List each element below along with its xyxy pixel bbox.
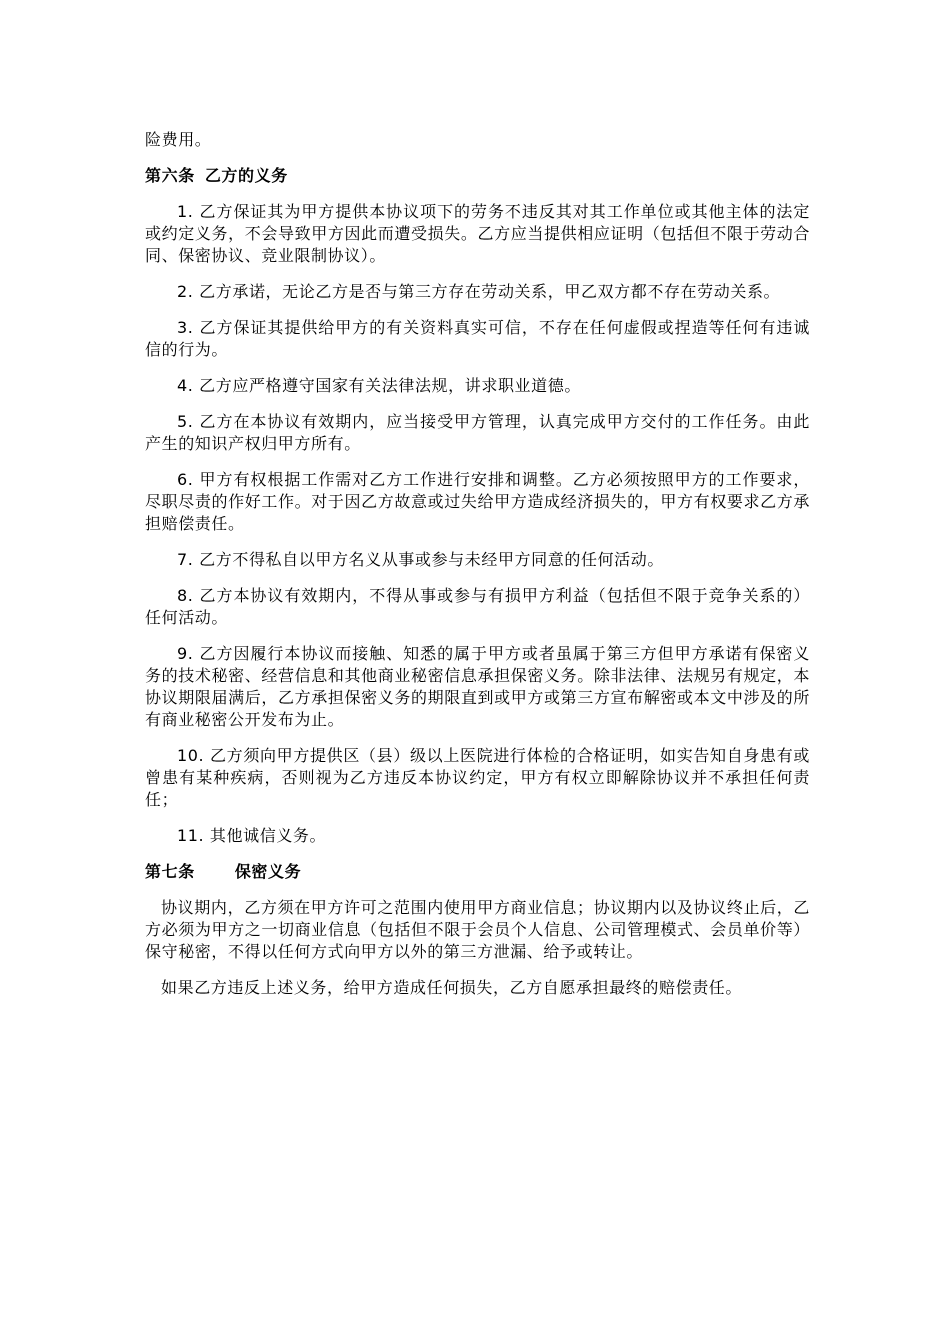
article-6-item-10: 10. 乙方须向甲方提供区（县）级以上医院进行体检的合格证明，如实告知自身患有或曾患有某种疾病，否则视为乙方违反本协议约定，甲方有权立即解除协议并不承担任何责任； — [145, 746, 810, 809]
article-7-paragraph-2: 如果乙方违反上述义务，给甲方造成任何损失，乙方自愿承担最终的赔偿责任。 — [161, 978, 743, 997]
article-6-item-1: 1. 乙方保证其为甲方提供本协议项下的劳务不违反其对其工作单位或其他主体的法定或约定义务，不会导致甲方因此而遭受损失。乙方应当提供相应证明（包括但不限于劳动合同、保密协议、竞业限制协议）。 — [145, 202, 810, 265]
opening-fragment: 险费用。 — [145, 130, 212, 149]
article-6-item-11: 11. 其他诚信义务。 — [177, 826, 327, 845]
article-6-item-4: 4. 乙方应严格遵守国家有关法律法规，讲求职业道德。 — [177, 376, 581, 395]
article-6-item-5: 5. 乙方在本协议有效期内，应当接受甲方管理，认真完成甲方交付的工作任务。由此产生的知识产权归甲方所有。 — [145, 412, 810, 453]
article-6-heading — [145, 165, 810, 187]
article-6-item-3: 3. 乙方保证其提供给甲方的有关资料真实可信，不存在任何虚假或捏造等任何有违诚信的行为。 — [145, 318, 810, 359]
article-6-item-2: 2. 乙方承诺，无论乙方是否与第三方存在劳动关系，甲乙双方都不存在劳动关系。 — [177, 282, 781, 301]
article-7-number: 第七条 — [145, 862, 195, 881]
article-7-title: 保密义务 — [234, 862, 302, 881]
article-6-item-6: 6. 甲方有权根据工作需对乙方工作进行安排和调整。乙方必须按照甲方的工作要求，尽职尽责的作好工作。对于因乙方故意或过失给甲方造成经济损失的，甲方有权要求乙方承担赔偿责任。 — [145, 470, 810, 533]
article-6-number: 第六条 — [145, 166, 195, 185]
article-6-item-7: 7. 乙方不得私自以甲方名义从事或参与未经甲方同意的任何活动。 — [177, 550, 664, 569]
article-6-item-8: 8. 乙方本协议有效期内，不得从事或参与有损甲方利益（包括但不限于竞争关系的）任何活动。 — [145, 586, 810, 627]
article-7-heading — [145, 861, 810, 883]
article-6-title: 乙方的义务 — [204, 166, 288, 185]
article-7-paragraph-1: 协议期内，乙方须在甲方许可之范围内使用甲方商业信息；协议期内以及协议终止后，乙方必须为甲方之一切商业信息（包括但不限于会员个人信息、公司管理模式、会员单价等）保守秘密，不得以任何方式向甲方以外的第三方泄漏、给予或转让。 — [145, 898, 810, 961]
article-6-item-9: 9. 乙方因履行本协议而接触、知悉的属于甲方或者虽属于第三方但甲方承诺有保密义务的技术秘密、经营信息和其他商业秘密信息承担保密义务。除非法律、法规另有规定，本协议期限届满后，乙方承担保密义务的期限直到或甲方或第三方宣布解密或本文中涉及的所有商业秘密公开发布为止。 — [145, 644, 810, 729]
